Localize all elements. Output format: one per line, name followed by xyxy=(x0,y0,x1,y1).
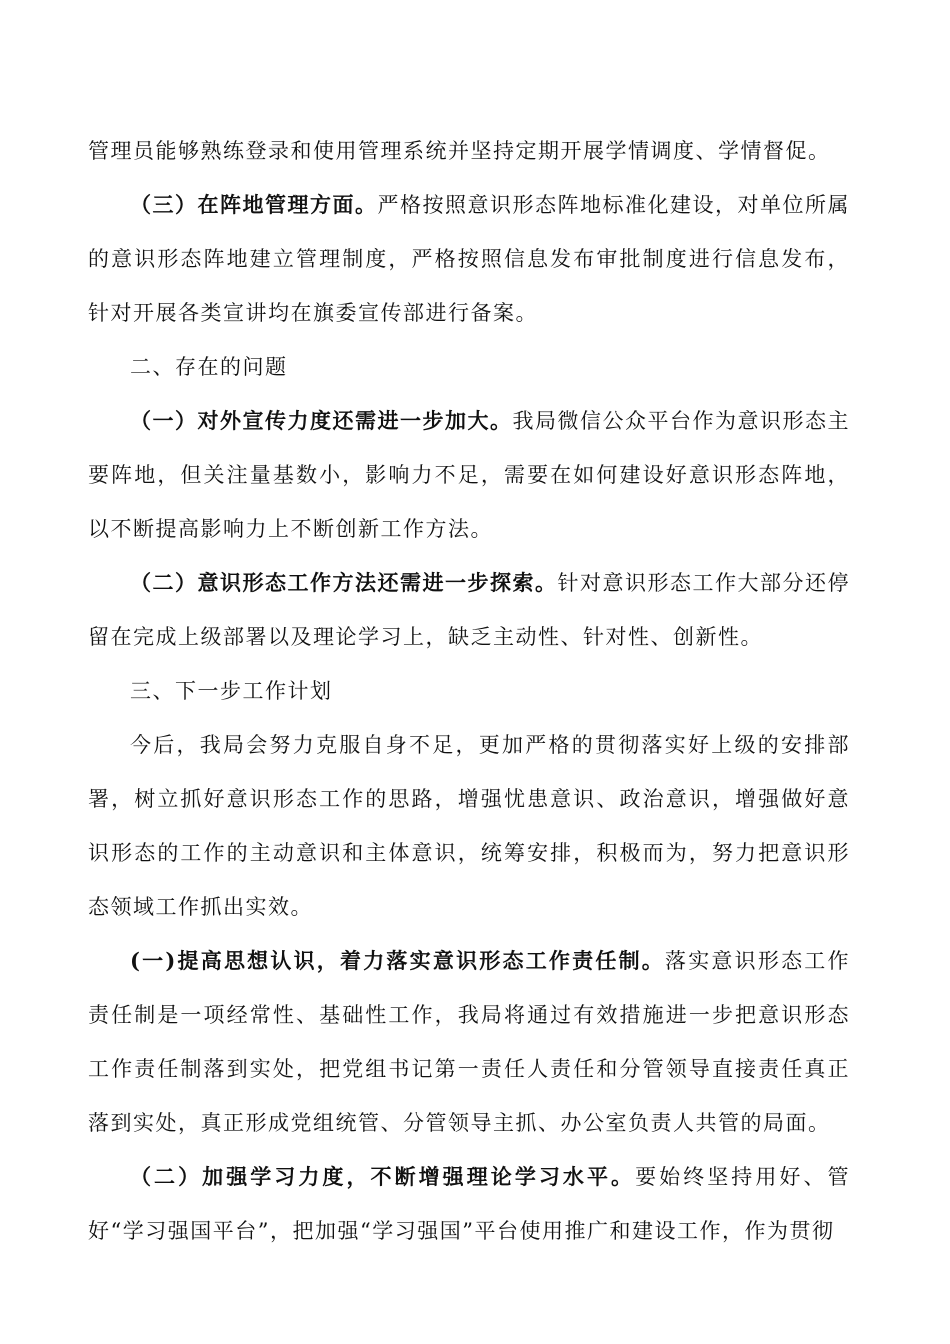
paragraph-text: 管理员能够熟练登录和使用管理系统并坚持定期开展学情调度、学情督促。 xyxy=(88,139,831,163)
paragraph-study xyxy=(88,1150,850,1258)
paragraph-lead: (一)提高思想认识，着力落实意识形态工作责任制。 xyxy=(130,948,665,973)
paragraph-continuation xyxy=(88,124,850,178)
paragraph-publicity xyxy=(88,394,850,556)
paragraph-text: 严格按照意识形态阵地标准化建设，对单位所属的意识形态阵地建立管理制度，严格按照信息发布审批制度进行信息发布，针对开展各类宣讲均在旗委宣传部进行备案。 xyxy=(88,193,850,325)
paragraph-lead: （二）意识形态工作方法还需进一步探索。 xyxy=(130,570,558,595)
paragraph-text: 今后，我局会努力克服自身不足，更加严格的贯彻落实好上级的安排部署，树立抓好意识形态工作的思路，增强忧患意识、政治意识，增强做好意识形态的工作的主动意识和主体意识，统筹安排，积极而为，努力把意识形态领域工作抓出实效。 xyxy=(88,733,850,919)
paragraph-lead: （三）在阵地管理方面。 xyxy=(130,192,378,217)
paragraph-text: 我局微信公众平台作为意识形态主要阵地，但关注量基数小，影响力不足，需要在如何建设好意识形态阵地，以不断提高影响力上不断创新工作方法。 xyxy=(88,409,850,541)
section-heading-problems: 二、存在的问题 xyxy=(130,355,288,379)
paragraph-intro-plan xyxy=(88,718,850,934)
paragraph-responsibility xyxy=(88,934,850,1150)
paragraph-text: 要始终坚持用好、管好“学习强国平台”，把加强“学习强国”平台使用推广和建设工作，作为贯彻 xyxy=(88,1165,851,1243)
paragraph-text: 针对意识形态工作大部分还停留在完成上级部署以及理论学习上，缺乏主动性、针对性、创新性。 xyxy=(88,571,850,649)
document-page xyxy=(88,124,850,1258)
paragraph-lead: （二）加强学习力度，不断增强理论学习水平。 xyxy=(130,1164,636,1189)
paragraph-text: 落实意识形态工作责任制是一项经常性、基础性工作，我局将通过有效措施进一步把意识形态工作责任制落到实处，把党组书记第一责任人责任和分管领导直接责任真正落到实处，真正形成党组统管、分管领导主抓、办公室负责人共管的局面。 xyxy=(88,949,850,1135)
paragraph-lead: （一）对外宣传力度还需进一步加大。 xyxy=(130,408,513,433)
section-heading-next-plan: 三、下一步工作计划 xyxy=(130,679,333,703)
paragraph-work-methods xyxy=(88,556,850,664)
paragraph-position-management xyxy=(88,178,850,340)
